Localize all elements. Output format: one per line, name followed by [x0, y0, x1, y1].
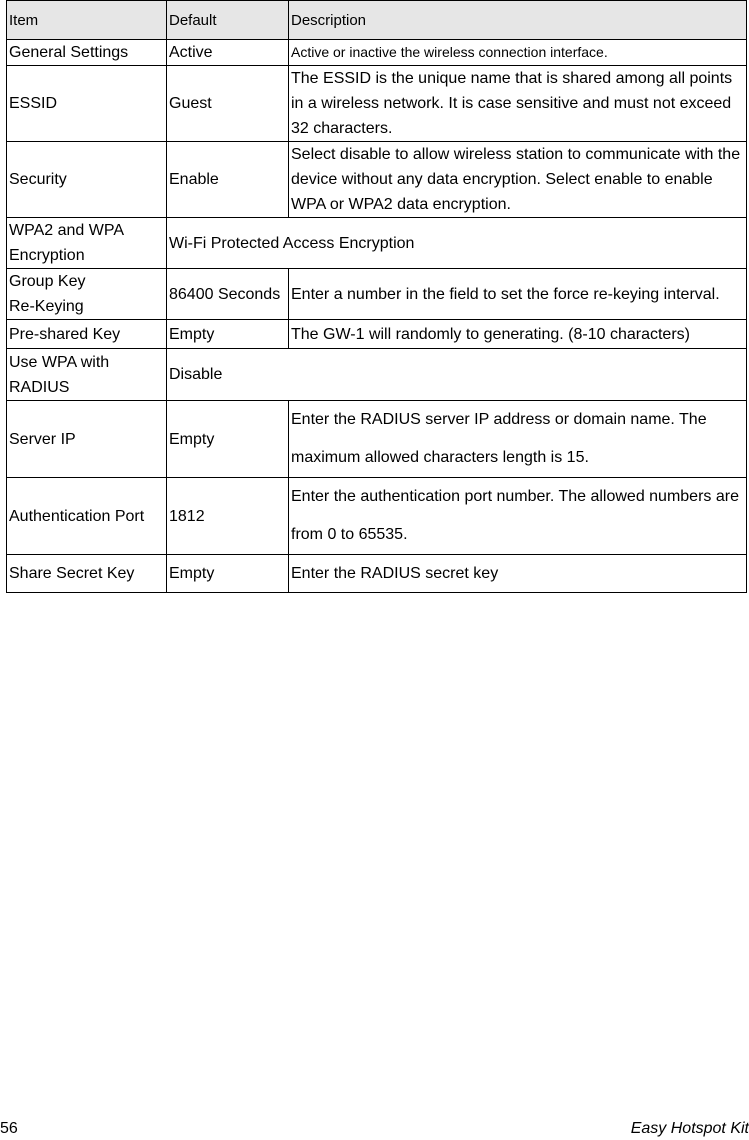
item-cell: Share Secret Key — [7, 555, 167, 593]
default-cell: Guest — [167, 66, 289, 142]
item-cell: Authentication Port — [7, 478, 167, 555]
table-row — [7, 269, 747, 320]
default-cell: 1812 — [167, 478, 289, 555]
header-description: Description — [289, 1, 747, 40]
item-cell: Pre-shared Key — [7, 320, 167, 349]
description-cell: Select disable to allow wireless station to communicate with the device without any data encryption. Select enable to enable WPA or WPA2 data encryption. — [289, 142, 747, 218]
item-cell: Security — [7, 142, 167, 218]
default-cell: Disable — [167, 349, 747, 401]
item-cell: WPA2 and WPA Encryption — [7, 218, 167, 269]
default-cell: 86400 Seconds — [167, 269, 289, 320]
item-line-1: Group Key — [9, 273, 86, 290]
table-row — [7, 66, 747, 142]
page-footer — [0, 1120, 749, 1140]
header-item: Item — [7, 1, 167, 40]
item-cell — [7, 269, 167, 320]
default-cell: Enable — [167, 142, 289, 218]
item-line-2: Re-Keying — [9, 298, 84, 315]
table-row — [7, 478, 747, 555]
item-cell: Use WPA with RADIUS — [7, 349, 167, 401]
description-cell: Enter the authentication port number. The allowed numbers are from 0 to 65535. — [289, 478, 747, 555]
table-header-row — [7, 1, 747, 40]
table-row — [7, 218, 747, 269]
item-cell: Server IP — [7, 401, 167, 478]
table-row — [7, 320, 747, 349]
document-title: Easy Hotspot Kit — [630, 1120, 749, 1137]
description-cell: Enter the RADIUS secret key — [289, 555, 747, 593]
default-cell: Empty — [167, 320, 289, 349]
table-row — [7, 40, 747, 66]
table-row — [7, 349, 747, 401]
header-default: Default — [167, 1, 289, 40]
default-cell: Empty — [167, 401, 289, 478]
table-row — [7, 142, 747, 218]
default-cell: Wi-Fi Protected Access Encryption — [167, 218, 747, 269]
description-cell: The ESSID is the unique name that is shared among all points in a wireless network. It is case sensitive and must not exceed 32 characters. — [289, 66, 747, 142]
description-cell: Enter a number in the field to set the force re-keying interval. — [289, 269, 747, 320]
page-number: 56 — [0, 1120, 18, 1137]
default-cell: Active — [167, 40, 289, 66]
item-cell: General Settings — [7, 40, 167, 66]
table-row — [7, 555, 747, 593]
settings-table — [6, 0, 747, 593]
table-row — [7, 401, 747, 478]
default-cell: Empty — [167, 555, 289, 593]
description-cell: The GW-1 will randomly to generating. (8-10 characters) — [289, 320, 747, 349]
item-cell: ESSID — [7, 66, 167, 142]
description-cell: Enter the RADIUS server IP address or domain name. The maximum allowed characters length is 15. — [289, 401, 747, 478]
description-cell: Active or inactive the wireless connection interface. — [289, 40, 747, 66]
